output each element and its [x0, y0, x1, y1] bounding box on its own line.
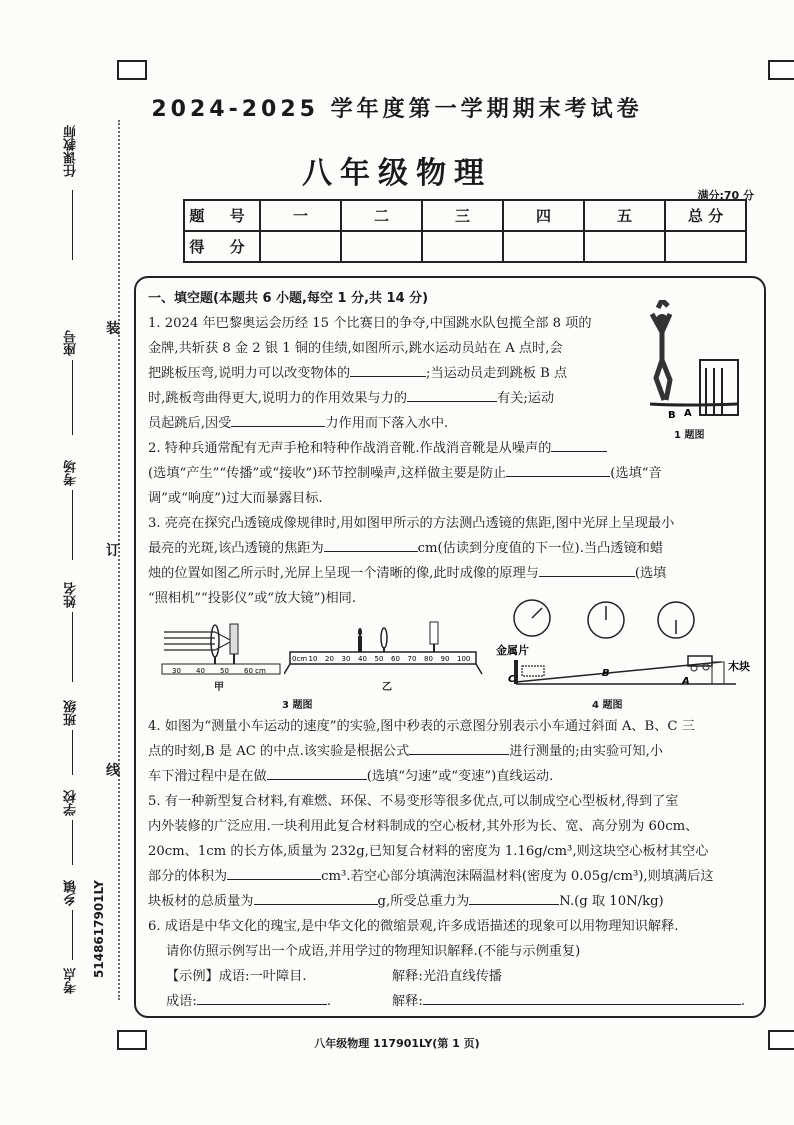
q4-line — [148, 764, 753, 789]
label-class: 班级 — [64, 700, 79, 726]
answer-blank[interactable] — [407, 387, 497, 402]
binding-line — [118, 120, 120, 1000]
point-b-label: B — [602, 668, 610, 679]
label-exam-site: 考点 — [64, 968, 79, 994]
q4-text: 车下滑过程中是在做 — [148, 769, 267, 784]
label-name: 姓名 — [64, 582, 79, 608]
q3-line — [148, 536, 753, 561]
q4-line: 4. 如图为“测量小车运动的速度”的实验,图中秒表的示意图分别表示小车通过斜面 A、B、C 三 — [148, 719, 695, 734]
q6-line: 请你仿照示例写出一个成语,并用学过的物理知识解释.(不能与示例重复) — [166, 944, 581, 959]
label-town: 乡镇 — [64, 880, 79, 906]
q5-text: g,所受总重力为 — [377, 894, 470, 909]
lens-yi — [381, 628, 387, 648]
q2-line — [148, 436, 753, 461]
score-table-header-row — [184, 200, 746, 231]
bind-mark: 线 — [106, 763, 120, 779]
fill-line[interactable] — [72, 730, 73, 775]
q2-line: 调”或“响度”)过大而暴露目标. — [148, 491, 323, 506]
answer-blank[interactable] — [231, 412, 325, 427]
fill-line[interactable] — [72, 360, 73, 435]
ruler-tick-label: 50 — [374, 655, 384, 663]
q5-line: 20cm、1cm 的长方体,质量为 232g,已知复合材料的密度为 1.16g/cm³,则这块空心板材其空心 — [148, 844, 709, 859]
wood-block — [712, 662, 724, 684]
light-screen — [230, 624, 238, 654]
score-input-cell[interactable] — [260, 231, 341, 262]
q3-text: 最亮的光斑,该凸透镜的焦距为 — [148, 541, 324, 556]
answer-blank[interactable] — [506, 462, 610, 477]
ruler-tick-label: 60 cm — [244, 667, 266, 675]
q5-text: cm³.若空心部分填满泡沫隔温材料(密度为 0.05g/cm³),则填满后这 — [321, 869, 714, 884]
score-cell: 二 — [341, 200, 422, 231]
score-cell: 五 — [584, 200, 665, 231]
ruler-tick-label: 0cm — [292, 655, 308, 663]
full-score: 满分:70 分 — [697, 189, 754, 202]
q3-line: 3. 亮亮在探究凸透镜成像规律时,用如图甲所示的方法测凸透镜的焦距,图中光屏上呈现最小 — [148, 516, 675, 531]
answer-blank[interactable] — [551, 437, 607, 452]
q5-line: 内外装修的广泛应用.一块利用此复合材料制成的空心板材,其外形为长、宽、高分别为 60cm、 — [148, 819, 699, 834]
q1-line: 金牌,共斩获 8 金 2 银 1 铜的佳绩,如图所示,跳水运动员站在 A 点时,会 — [148, 341, 563, 356]
label-school: 学校 — [64, 790, 79, 816]
label-teacher: 任课教师 — [64, 125, 79, 177]
exam-title: 2024-2025 学年度第一学期期末考试卷 — [151, 97, 643, 122]
answer-blank[interactable] — [423, 990, 741, 1005]
page-footer: 八年级物理 117901LY(第 1 页) — [314, 1037, 480, 1050]
q5-line — [148, 864, 753, 889]
fig4-caption: 4 题图 — [592, 700, 623, 711]
ruler-tick-label: 80 — [424, 655, 433, 663]
q1-text: ;当运动员走到跳板 B 点 — [426, 366, 568, 381]
q1-text: 有关;运动 — [496, 391, 555, 406]
stopwatch-c — [514, 600, 550, 636]
score-input-cell[interactable] — [665, 231, 746, 262]
score-cell: 题 号 — [184, 200, 260, 231]
point-a-label: A — [684, 408, 692, 419]
q4-text: 进行测量的;由实验可知,小 — [509, 744, 663, 759]
q1-text: 力作用而下落入水中. — [325, 416, 449, 431]
answer-blank[interactable] — [539, 562, 635, 577]
corner-mark — [768, 60, 794, 80]
ruler-tick-label: 30 — [341, 655, 351, 663]
incline-surface — [516, 662, 721, 682]
score-table — [183, 199, 747, 263]
fill-line[interactable] — [72, 910, 73, 960]
q3-line: “照相机”“投影仪”或“放大镜”)相同. — [148, 591, 357, 606]
answer-blank[interactable] — [409, 740, 509, 755]
fill-line[interactable] — [72, 190, 73, 260]
q3-line — [148, 561, 753, 586]
subject-title: 八年级物理 — [302, 156, 492, 191]
answer-blank[interactable] — [197, 990, 327, 1005]
q6-line: 6. 成语是中华文化的瑰宝,是中华文化的微缩景观,许多成语描述的现象可以用物理知识解释. — [148, 919, 679, 934]
ruler-tick-label: 90 — [440, 655, 450, 663]
score-input-cell[interactable] — [341, 231, 422, 262]
q2-text: 2. 特种兵通常配有无声手枪和特种作战消音靴.作战消音靴是从噪声的 — [148, 441, 552, 456]
q5-text: N.(g 取 10N/kg) — [559, 894, 664, 909]
answer-blank[interactable] — [469, 890, 559, 905]
score-cell: 一 — [260, 200, 341, 231]
score-input-cell[interactable] — [503, 231, 584, 262]
q3-text: (选填 — [634, 566, 667, 581]
q5-line — [148, 889, 753, 914]
ruler-tick-label: 10 — [308, 655, 318, 663]
fig1-caption: 1 题图 — [674, 430, 705, 441]
q5-line: 5. 有一种新型复合材料,有难燃、环保、不易变形等很多优点,可以制成空心型板材,得到了室 — [148, 794, 679, 809]
q1-line — [148, 361, 648, 386]
section-heading: 一、填空题(本题共 6 小题,每空 1 分,共 14 分) — [148, 291, 429, 306]
fill-line[interactable] — [72, 612, 73, 682]
q1-line — [148, 386, 648, 411]
stopwatch-a — [658, 602, 694, 638]
ruler-tick-label: 70 — [407, 655, 417, 663]
score-input-cell[interactable] — [422, 231, 503, 262]
q1-line — [148, 411, 648, 436]
score-cell: 得 分 — [184, 231, 260, 262]
q5-text: 块板材的总质量为 — [148, 894, 254, 909]
q6-example-idiom: 【示例】成语:一叶障目. — [166, 969, 307, 984]
q1-text: 员起跳后,因受 — [148, 416, 232, 431]
q3-text: 烛的位置如图乙所示时,光屏上呈现一个清晰的像,此时成像的原理与 — [148, 566, 539, 581]
cart-c — [522, 666, 544, 676]
score-input-cell[interactable] — [584, 231, 665, 262]
q4-text: (选填“匀速”或“变速”)直线运动. — [366, 769, 554, 784]
diver-figure — [640, 300, 745, 425]
score-cell: 总 分 — [665, 200, 746, 231]
fig-jia-label: 甲 — [214, 682, 224, 693]
q1-text: 把跳板压弯,说明力可以改变物体的 — [148, 366, 351, 381]
q6-text: 成语: — [166, 994, 197, 1009]
fill-line[interactable] — [72, 490, 73, 560]
q2-line — [148, 461, 753, 486]
q6-answer-explain: 解释: . — [392, 989, 762, 1014]
q1-line: 1. 2024 年巴黎奥运会历经 15 个比赛日的争夺,中国跳水队包揽全部 8 项的 — [148, 316, 592, 331]
metal-label: 金属片 — [496, 644, 529, 657]
incline-figure — [496, 598, 756, 698]
springboard — [650, 404, 738, 405]
corner-mark — [117, 60, 147, 80]
candle — [358, 636, 362, 652]
q1-text: 时,跳板弯曲得更大,说明力的作用效果与力的 — [148, 391, 407, 406]
fig3-caption: 3 题图 — [282, 700, 313, 711]
q2-text: (选填“音 — [610, 466, 662, 481]
point-b-label: B — [668, 410, 676, 421]
q4-line — [148, 739, 753, 764]
fig-yi-label: 乙 — [382, 682, 392, 693]
fill-line[interactable] — [72, 820, 73, 865]
answer-blank[interactable] — [227, 865, 321, 880]
answer-blank[interactable] — [324, 537, 418, 552]
ruler-yi-labels — [292, 655, 470, 663]
q6-answer-idiom: 成语: . — [166, 989, 386, 1014]
label-seat: 座号 — [64, 330, 79, 356]
q3-text: cm(估读到分度值的下一位).当凸透镜和蜡 — [417, 541, 664, 556]
ruler-tick-label: 60 — [391, 655, 400, 663]
point-a-label: A — [682, 676, 690, 687]
optical-bench-figure — [284, 614, 484, 676]
answer-blank[interactable] — [350, 362, 426, 377]
answer-blank[interactable] — [267, 765, 367, 780]
wood-label: 木块 — [728, 660, 750, 673]
ruler-tick-label: 40 — [358, 655, 367, 663]
convex-lens — [211, 625, 219, 657]
bind-mark: 订 — [106, 543, 120, 559]
point-c-label: C — [508, 674, 516, 685]
q2-text: (选填“产生”“传播”或“接收”)环节控制噪声,这样做主要是防止 — [148, 466, 507, 481]
q6-text: 解释: — [392, 994, 423, 1009]
ruler-tick-label: 50 — [220, 667, 229, 675]
bind-mark: 装 — [106, 321, 120, 337]
score-cell: 四 — [503, 200, 584, 231]
answer-blank[interactable] — [254, 890, 378, 905]
stopwatch-b — [588, 602, 624, 638]
ruler-tick-label: 100 — [457, 655, 471, 663]
label-room: 考场 — [64, 460, 79, 486]
screen-yi — [430, 622, 438, 644]
ruler-tick-label: 40 — [196, 667, 205, 675]
q6-example-explain: 解释:光沿直线传播 — [392, 969, 502, 984]
q4-text: 点的时刻,B 是 AC 的中点.该实验是根据公式 — [148, 744, 410, 759]
score-cell: 三 — [422, 200, 503, 231]
score-table-score-row — [184, 231, 746, 262]
ruler-tick-label: 30 — [172, 667, 181, 675]
q5-text: 部分的体积为 — [148, 869, 228, 884]
exam-code: 5148617901LY — [92, 880, 106, 978]
ruler-tick-label: 20 — [325, 655, 334, 663]
lens-focus-figure — [160, 610, 282, 675]
